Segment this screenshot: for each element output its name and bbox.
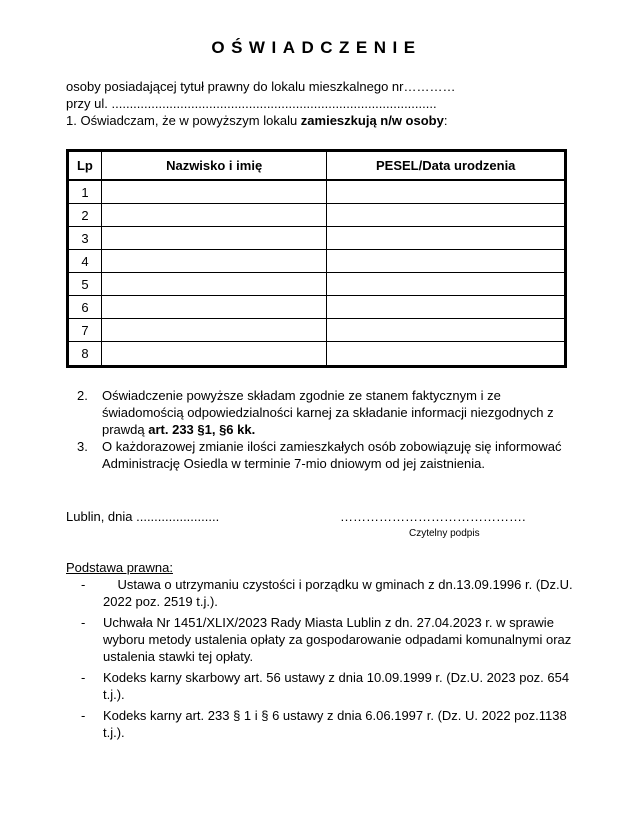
- document-title: OŚWIADCZENIE: [211, 38, 422, 57]
- signature-line[interactable]: …………………………………….: [340, 509, 526, 524]
- pesel-cell[interactable]: [327, 319, 566, 342]
- declaration-intro: [66, 113, 447, 128]
- statement-bold-text: art. 233 §1, §6 kk.: [148, 422, 256, 437]
- pesel-cell[interactable]: [327, 296, 566, 319]
- name-cell[interactable]: [101, 296, 327, 319]
- statement-number: 3.: [77, 439, 88, 454]
- legal-basis-item: [66, 669, 586, 703]
- statement-number: 2.: [77, 388, 88, 403]
- row-number: 2: [68, 204, 102, 227]
- statement-text: O każdorazowej zmianie ilości zamieszkałych osób zobowiązuję się informować Administrację Osiedla w terminie 7-mio dniowym od jej zaistnienia.: [102, 439, 562, 471]
- pesel-cell[interactable]: [327, 180, 566, 204]
- table-row: [68, 204, 566, 227]
- pesel-cell[interactable]: [327, 250, 566, 273]
- statement-item: [66, 387, 586, 438]
- table-row: [68, 250, 566, 273]
- name-cell[interactable]: [101, 342, 327, 367]
- place-date-field[interactable]: Lublin, dnia .......................: [66, 509, 220, 524]
- name-cell[interactable]: [101, 273, 327, 296]
- row-number: 8: [68, 342, 102, 367]
- legal-basis-text: Ustawa o utrzymaniu czystości i porządku w gminach z dn.13.09.1996 r. (Dz.U. 2022 poz. 2519 t.j.).: [103, 577, 577, 609]
- name-cell[interactable]: [101, 319, 327, 342]
- column-header-name: Nazwisko i imię: [101, 151, 327, 181]
- table-row: [68, 227, 566, 250]
- pesel-cell[interactable]: [327, 342, 566, 367]
- name-cell[interactable]: [101, 250, 327, 273]
- legal-basis-text: Uchwała Nr 1451/XLIX/2023 Rady Miasta Lublin z dn. 27.04.2023 r. w sprawie wyboru metody ustalenia opłaty za gospodarowanie odpadami komunalnymi oraz ustalenia stawki tej opłaty.: [103, 615, 572, 664]
- legal-basis-list: [66, 576, 586, 745]
- signature-caption: Czytelny podpis: [409, 528, 480, 539]
- name-cell[interactable]: [101, 204, 327, 227]
- dash-bullet: -: [81, 615, 86, 630]
- row-number: 5: [68, 273, 102, 296]
- column-header-lp: Lp: [68, 151, 102, 181]
- legal-basis-item: [66, 576, 586, 610]
- pesel-cell[interactable]: [327, 273, 566, 296]
- row-number: 6: [68, 296, 102, 319]
- column-header-pesel: PESEL/Data urodzenia: [327, 151, 566, 181]
- dash-bullet: -: [81, 670, 86, 685]
- legal-basis-text: Kodeks karny art. 233 § 1 i § 6 ustawy z dnia 6.06.1997 r. (Dz. U. 2022 poz.1138 t.j.).: [103, 708, 567, 740]
- residents-table: [66, 149, 567, 368]
- legal-basis-text: Kodeks karny skarbowy art. 56 ustawy z dnia 10.09.1999 r. (Dz.U. 2023 poz. 654 t.j.).: [103, 670, 570, 702]
- name-cell[interactable]: [101, 227, 327, 250]
- name-cell[interactable]: [101, 180, 327, 204]
- row-number: 3: [68, 227, 102, 250]
- table-row: [68, 180, 566, 204]
- legal-basis-item: [66, 707, 586, 741]
- row-number: 4: [68, 250, 102, 273]
- pesel-cell[interactable]: [327, 227, 566, 250]
- table-row: [68, 342, 566, 367]
- table-row: [68, 296, 566, 319]
- intro-bold-text: zamieszkują n/w osoby: [300, 113, 444, 128]
- unit-number-line: osoby posiadającej tytuł prawny do lokalu mieszkalnego nr…………: [66, 79, 456, 94]
- intro-suffix: :: [443, 113, 448, 128]
- statement-item: [66, 438, 586, 472]
- intro-text: 1. Oświadczam, że w powyższym lokalu: [66, 113, 301, 128]
- table-header-row: [68, 151, 566, 181]
- dash-bullet: -: [81, 708, 86, 723]
- table-row: [68, 319, 566, 342]
- pesel-cell[interactable]: [327, 204, 566, 227]
- row-number: 7: [68, 319, 102, 342]
- legal-basis-heading: Podstawa prawna:: [66, 560, 173, 575]
- row-number: 1: [68, 180, 102, 204]
- statements-list: [66, 387, 586, 472]
- legal-basis-item: [66, 614, 586, 665]
- street-line: przy ul. ..........................................................................................: [66, 96, 437, 111]
- table-row: [68, 273, 566, 296]
- dash-bullet: -: [81, 577, 86, 592]
- statement-text: Oświadczenie powyższe składam zgodnie ze stanem faktycznym i ze świadomością odpowiedzialności karnej za składanie informacji niezgodnych z prawdą: [102, 388, 554, 437]
